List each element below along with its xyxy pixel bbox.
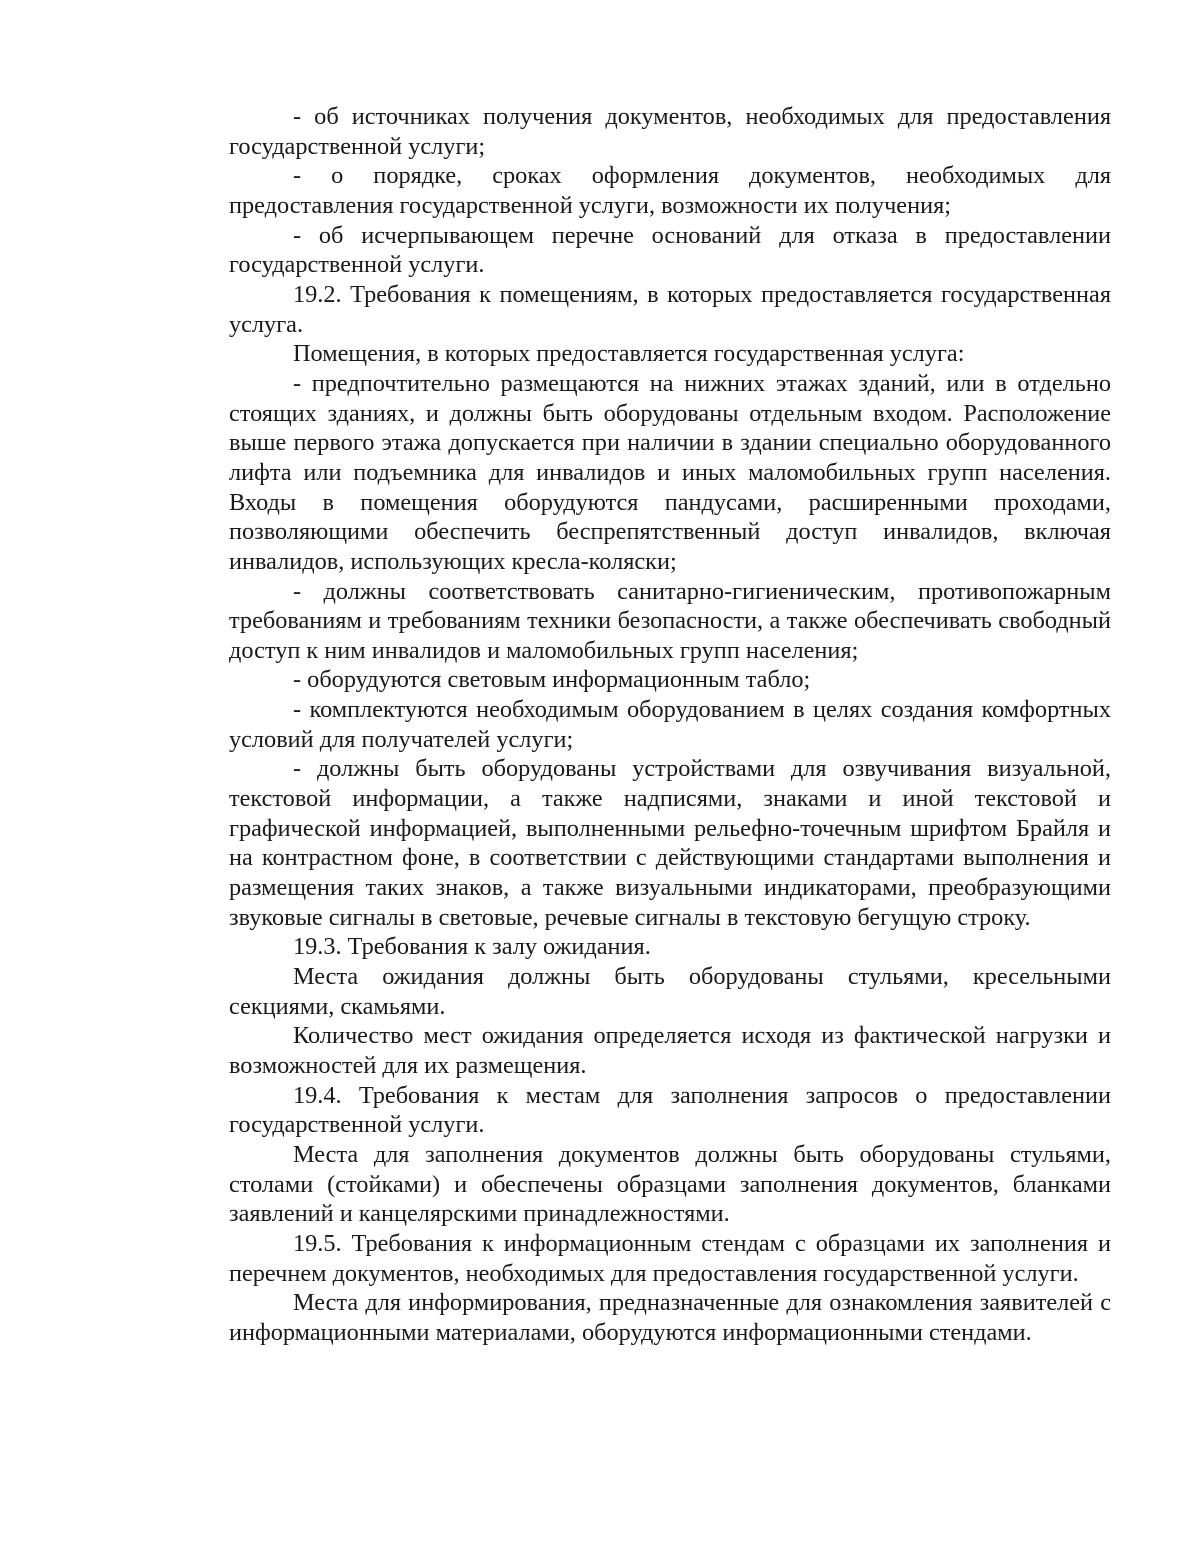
paragraph-equipment: - комплектуются необходимым оборудованием в целях создания комфортных условий для получателей услуги; bbox=[229, 696, 1111, 753]
document-body bbox=[229, 102, 1111, 1348]
paragraph-premises-location: - предпочтительно размещаются на нижних этажах зданий, или в отдельно стоящих зданиях, и должны быть оборудованы отдельным входом. Расположение выше первого этажа допускается при наличии в здании специально оборудованного лифта или подъемника для инвалидов и иных маломобильных групп населения. Входы в помещения оборудуются пандусами, расширенными проходами, позволяющими обеспечить беспрепятственный доступ инвалидов, включая инвалидов, использующих кресла-коляски; bbox=[229, 369, 1111, 575]
paragraph-section-19-3-heading: 19.3. Требования к залу ожидания. bbox=[293, 933, 651, 961]
paragraph-section-19-5-heading: 19.5. Требования к информационным стендам с образцами их заполнения и перечнем документов, необходимых для предоставления государственной услуги. bbox=[229, 1229, 1111, 1287]
paragraph-waiting-capacity: Количество мест ожидания определяется исходя из фактической нагрузки и возможностей для их размещения. bbox=[229, 1022, 1111, 1079]
paragraph-premises-intro: Помещения, в которых предоставляется государственная услуга: bbox=[293, 340, 965, 368]
paragraph-accessibility-devices: - должны быть оборудованы устройствами для озвучивания визуальной, текстовой информации, а также надписями, знаками и иной текстовой и графической информацией, выполненными рельефно-точечным шрифтом Брайля и на контрастном фоне, в соответствии с действующими стандартами выполнения и размещения таких знаков, а также визуальными индикаторами, преобразующими звуковые сигналы в световые, речевые сигналы в текстовую бегущую строку. bbox=[229, 755, 1111, 931]
paragraph-info-board: - оборудуются световым информационным табло; bbox=[293, 666, 811, 694]
paragraph-form-filling-places: Места для заполнения документов должны быть оборудованы стульями, столами (стойками) и обеспечены образцами заполнения документов, бланками заявлений и канцелярскими принадлежностями. bbox=[229, 1140, 1111, 1228]
paragraph-waiting-seats: Места ожидания должны быть оборудованы стульями, кресельными секциями, скамьями. bbox=[229, 963, 1111, 1020]
paragraph-information-places: Места для информирования, предназначенные для ознакомления заявителей с информационными материалами, оборудуются информационными стендами. bbox=[229, 1289, 1111, 1346]
paragraph-premises-safety: - должны соответствовать санитарно-гигиеническим, противопожарным требованиям и требованиям техники безопасности, а также обеспечивать свободный доступ к ним инвалидов и маломобильных групп населения; bbox=[229, 577, 1111, 664]
paragraph-grounds-for-refusal: - об исчерпывающем перечне оснований для отказа в предоставлении государственной услуги. bbox=[229, 221, 1111, 279]
paragraph-section-19-2-heading: 19.2. Требования к помещениям, в которых предоставляется государственная услуга. bbox=[229, 280, 1111, 338]
paragraph-sources-of-documents: - об источниках получения документов, необходимых для предоставления государственной услуги; bbox=[229, 103, 1111, 160]
paragraph-section-19-4-heading: 19.4. Требования к местам для заполнения запросов о предоставлении государственной услуги. bbox=[229, 1081, 1111, 1139]
paragraph-procedure-and-terms: - о порядке, сроках оформления документов, необходимых для предоставления государственной услуги, возможности их получения; bbox=[229, 162, 1111, 219]
